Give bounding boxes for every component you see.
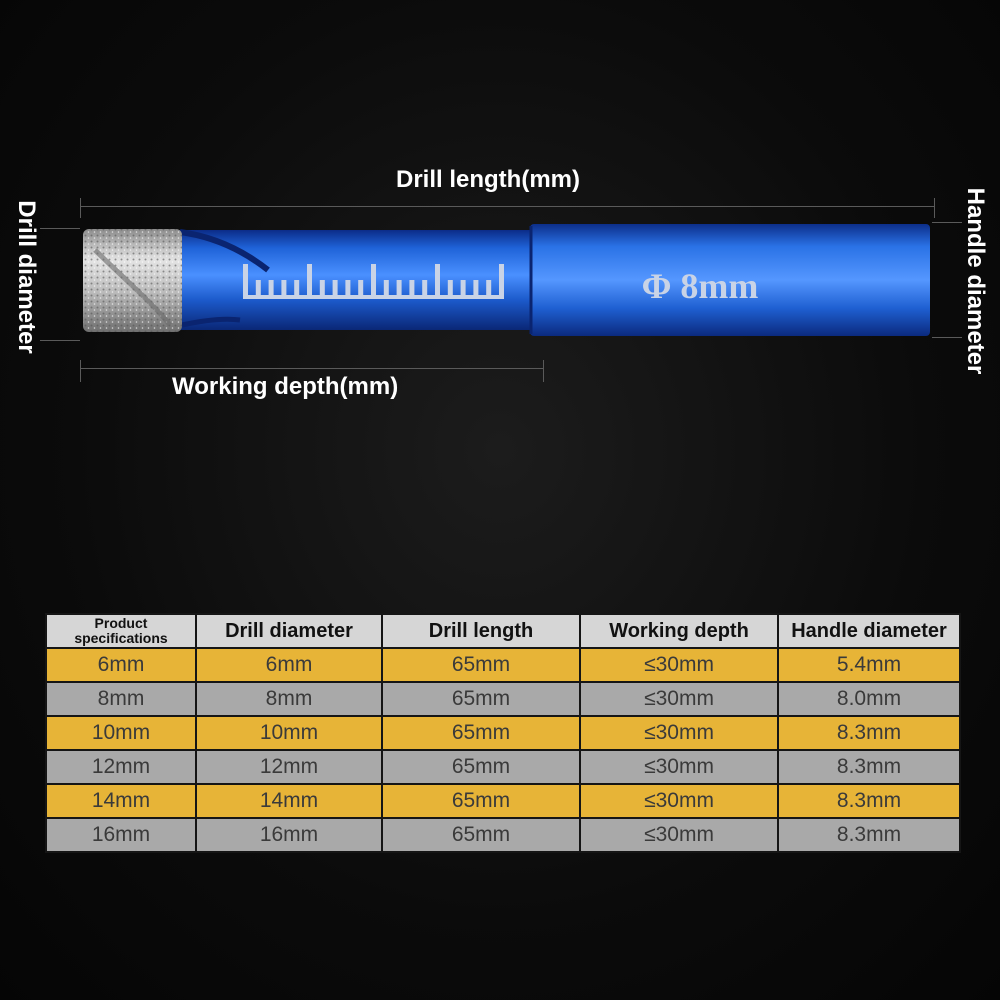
table-cell: 65mm [382, 648, 580, 682]
table-cell: 14mm [196, 784, 382, 818]
table-cell: ≤30mm [580, 750, 778, 784]
table-cell: 10mm [46, 716, 196, 750]
table-cell: 10mm [196, 716, 382, 750]
table-row [46, 648, 960, 682]
table-cell: 12mm [196, 750, 382, 784]
table-cell: 8.3mm [778, 750, 960, 784]
table-cell: ≤30mm [580, 818, 778, 852]
table-header-row [46, 614, 960, 648]
table-cell: 6mm [196, 648, 382, 682]
handle-diameter-label: Handle diameter [962, 187, 989, 375]
drill-length-label: Drill length(mm) [396, 166, 580, 193]
table-cell: ≤30mm [580, 716, 778, 750]
table-cell: 5.4mm [778, 648, 960, 682]
scale-baseline [243, 295, 504, 299]
header-handle-diameter: Handle diameter [778, 614, 960, 648]
table-cell: 65mm [382, 750, 580, 784]
scale-tick [243, 264, 248, 298]
header-working-depth: Working depth [580, 614, 778, 648]
table-cell: 8.3mm [778, 784, 960, 818]
drill-diameter-label: Drill diameter [13, 200, 40, 354]
table-row [46, 784, 960, 818]
table-cell: 65mm [382, 784, 580, 818]
table-cell: 8.3mm [778, 818, 960, 852]
table-cell: 14mm [46, 784, 196, 818]
header-product-specifications: Product specifications [46, 614, 196, 648]
table-row [46, 716, 960, 750]
table-cell: 65mm [382, 682, 580, 716]
table-cell: 8.3mm [778, 716, 960, 750]
drill-bit-illustration [0, 0, 1000, 420]
drill-engraving: Φ 8mm [641, 266, 759, 306]
table-row [46, 682, 960, 716]
table-cell: 16mm [196, 818, 382, 852]
table-row [46, 750, 960, 784]
header-drill-diameter: Drill diameter [196, 614, 382, 648]
table-cell: ≤30mm [580, 784, 778, 818]
specifications-table [45, 613, 961, 853]
table-cell: 65mm [382, 818, 580, 852]
table-cell: ≤30mm [580, 682, 778, 716]
table-row [46, 818, 960, 852]
scale-tick [371, 264, 376, 298]
table-cell: 8mm [46, 682, 196, 716]
table-cell: 12mm [46, 750, 196, 784]
scale-tick [435, 264, 440, 298]
table-cell: 16mm [46, 818, 196, 852]
diamond-tip [83, 229, 182, 332]
scale-tick [307, 264, 312, 298]
table-cell: 65mm [382, 716, 580, 750]
table-cell: 8.0mm [778, 682, 960, 716]
table-cell: 6mm [46, 648, 196, 682]
table-cell: 8mm [196, 682, 382, 716]
scale-tick [499, 264, 504, 298]
working-depth-label: Working depth(mm) [172, 373, 399, 400]
table-cell: ≤30mm [580, 648, 778, 682]
header-drill-length: Drill length [382, 614, 580, 648]
